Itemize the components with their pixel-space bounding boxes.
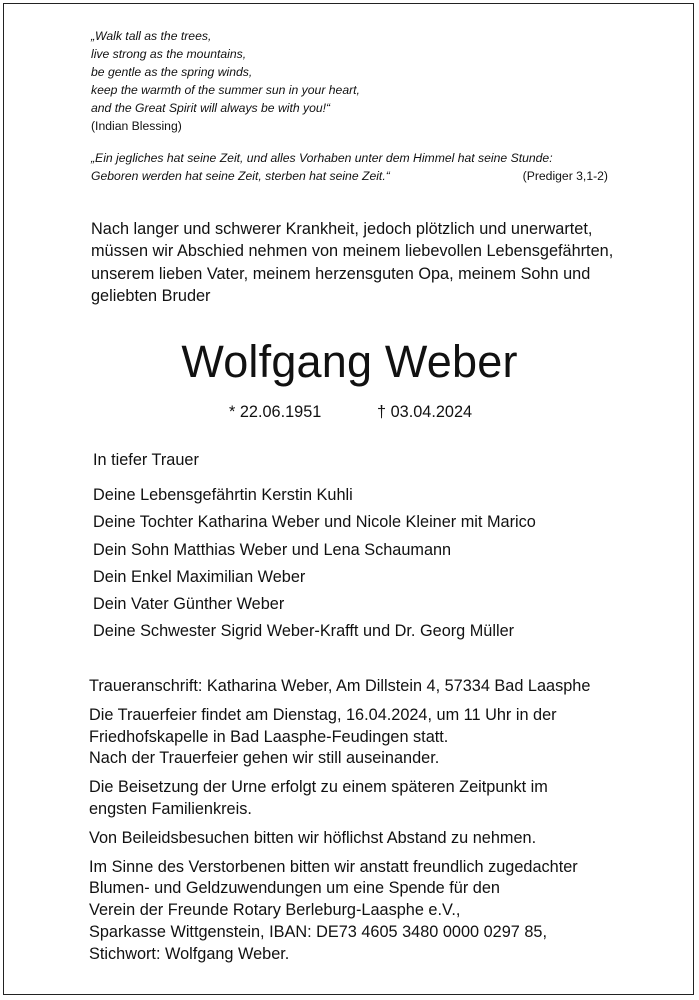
donation-line: Stichwort: Wolfgang Weber. bbox=[89, 944, 290, 963]
burial-line: Die Beisetzung der Urne erfolgt zu einem späteren Zeitpunkt im bbox=[89, 778, 548, 797]
mourner-item: Dein Sohn Matthias Weber und Lena Schaumann bbox=[93, 540, 452, 559]
ceremony-line: Die Trauerfeier findet am Dienstag, 16.04.2024, um 11 Uhr in der bbox=[89, 705, 557, 724]
donation-line: Verein der Freunde Rotary Berleburg-Laasphe e.V., bbox=[89, 901, 461, 920]
quote-line: „Ein jegliches hat seine Zeit, und alles Vorhaben unter dem Himmel hat seine Stunde: bbox=[91, 151, 553, 165]
burial-line: engsten Familienkreis. bbox=[89, 799, 252, 818]
ceremony-line: Friedhofskapelle in Bad Laasphe-Feudingen statt. bbox=[89, 727, 449, 746]
mourner-item: Deine Schwester Sigrid Weber-Krafft und Dr. Georg Müller bbox=[93, 622, 515, 641]
poem-line: „Walk tall as the trees, bbox=[91, 29, 212, 43]
donation-line: Im Sinne des Verstorbenen bitten wir anstatt freundlich zugedachter bbox=[89, 857, 578, 876]
donation-line: Sparkasse Wittgenstein, IBAN: DE73 4605 3480 0000 0297 85, bbox=[89, 922, 547, 941]
poem-line: live strong as the mountains, bbox=[91, 47, 247, 61]
mourning-heading: In tiefer Trauer bbox=[93, 451, 199, 469]
poem-line: and the Great Spirit will always be with you!“ bbox=[91, 101, 331, 115]
mourners-list bbox=[93, 482, 536, 646]
intro-line: unserem lieben Vater, meinem herzensguten Opa, meinem Sohn und bbox=[91, 264, 591, 283]
bible-quote bbox=[91, 150, 611, 185]
mourner-item: Deine Lebensgefährtin Kerstin Kuhli bbox=[93, 486, 353, 504]
poem-line: keep the warmth of the summer sun in your heart, bbox=[91, 83, 360, 97]
poem-quote bbox=[91, 27, 360, 135]
mourner-item: Dein Vater Günther Weber bbox=[93, 595, 285, 614]
intro-line: geliebten Bruder bbox=[91, 286, 211, 305]
ceremony-info bbox=[89, 705, 590, 770]
address-line: Traueranschrift: Katharina Weber, Am Dillstein 4, 57334 Bad Laasphe bbox=[89, 677, 591, 695]
donation-info bbox=[89, 857, 590, 966]
ceremony-line: Nach der Trauerfeier gehen wir still auseinander. bbox=[89, 749, 440, 768]
poem-source: (Indian Blessing) bbox=[91, 119, 182, 133]
mourning-address bbox=[89, 676, 590, 698]
info-section bbox=[89, 676, 590, 973]
donation-line: Blumen- und Geldzuwendungen um eine Spende für den bbox=[89, 879, 500, 898]
burial-info bbox=[89, 777, 590, 821]
poem-line: be gentle as the spring winds, bbox=[91, 65, 253, 79]
death-date: † 03.04.2024 bbox=[377, 403, 473, 421]
birth-date: * 22.06.1951 bbox=[229, 403, 322, 421]
mourner-item: Deine Tochter Katharina Weber und Nicole Kleiner mit Marico bbox=[93, 513, 536, 532]
quote-reference: (Prediger 3,1-2) bbox=[522, 168, 608, 183]
intro-text bbox=[91, 218, 613, 307]
mourner-item: Dein Enkel Maximilian Weber bbox=[93, 567, 306, 586]
condolence-line: Von Beileidsbesuchen bitten wir höflichst Abstand zu nehmen. bbox=[89, 828, 537, 847]
intro-line: müssen wir Abschied nehmen von meinem liebevollen Lebensgefährten, bbox=[91, 242, 614, 261]
deceased-name: Wolfgang Weber bbox=[181, 336, 518, 387]
quote-line: Geboren werden hat seine Zeit, sterben hat seine Zeit.“ bbox=[91, 168, 390, 183]
intro-line: Nach langer und schwerer Krankheit, jedoch plötzlich und unerwartet, bbox=[91, 220, 593, 238]
condolence-note bbox=[89, 828, 590, 850]
